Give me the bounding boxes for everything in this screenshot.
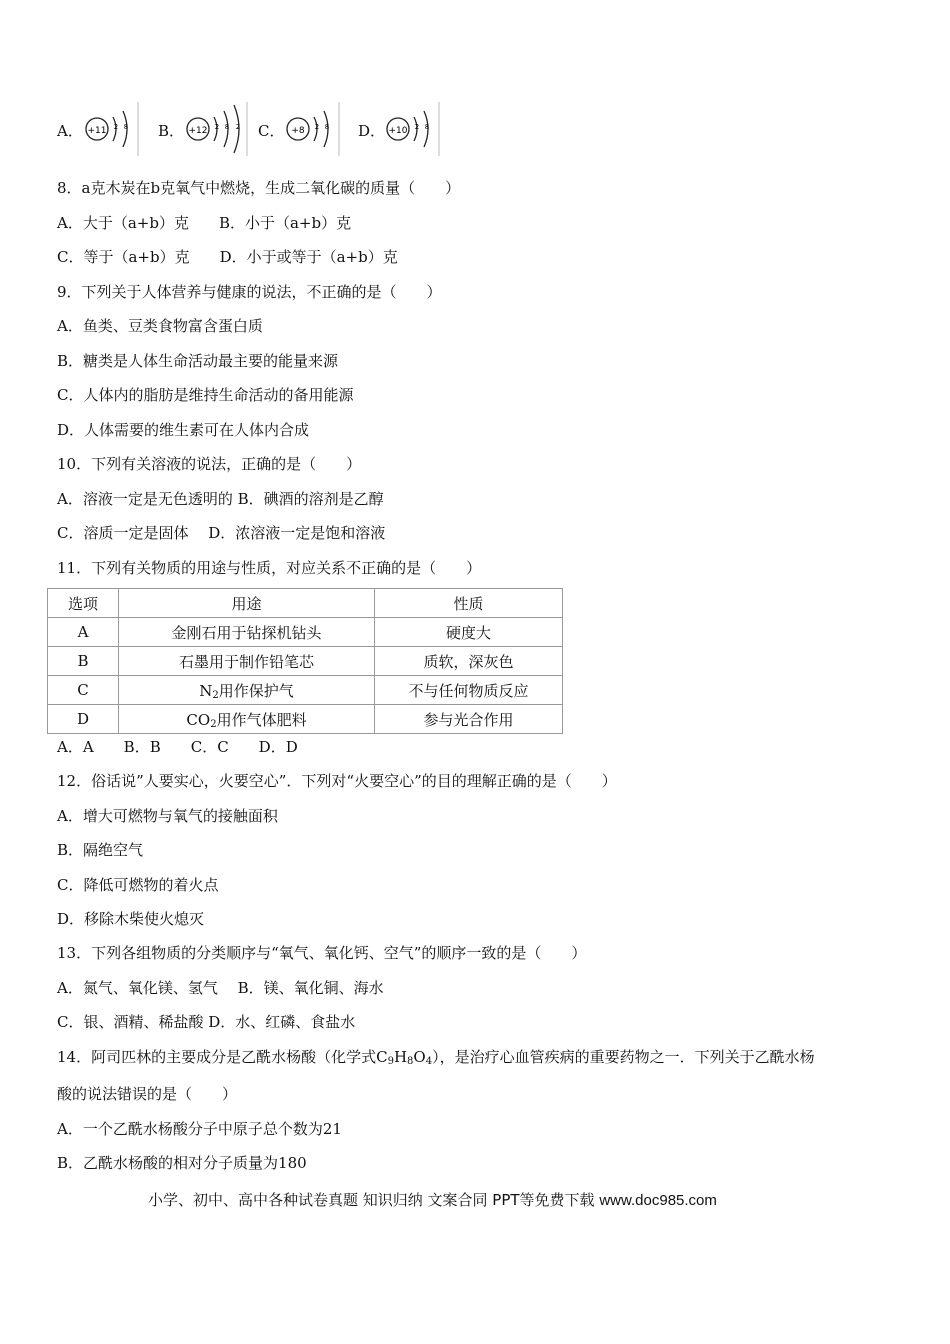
q11-stem: 11．下列有关物质的用途与性质，对应关系不正确的是（ ）: [57, 559, 482, 577]
row-option: A: [48, 618, 119, 647]
q13-options-row1: A．氮气、氧化镁、氢气 B．镁、氧化铜、海水: [57, 979, 384, 997]
svg-text:2: 2: [235, 123, 241, 131]
atom-diagram: [383, 102, 441, 156]
svg-text:2: 2: [314, 123, 320, 131]
table-header-row: [48, 589, 563, 618]
option-label: A．: [57, 122, 83, 140]
nucleus-charge: +12: [188, 126, 208, 136]
q12-option-c: C．降低可燃物的着火点: [57, 876, 219, 894]
q9-option-c: C．人体内的脂肪是维持生命活动的备用能源: [57, 386, 354, 404]
atom-diagram: [183, 102, 249, 156]
q11-answer-options: A．A B．B C．C D．D: [57, 738, 298, 756]
option-label: B．: [158, 122, 185, 140]
header-use: 用途: [119, 589, 375, 618]
header-option: 选项: [48, 589, 119, 618]
q9-stem: 9．下列关于人体营养与健康的说法，不正确的是（ ）: [57, 283, 442, 301]
svg-text:8: 8: [324, 123, 330, 131]
row-option: C: [48, 676, 119, 705]
footer-url[interactable]: www.doc985.com: [599, 1192, 717, 1209]
q14-stem: 14．阿司匹林的主要成分是乙酰水杨酸（化学式$C_9H_8O_4$），是治疗心血管疾病的重要药物之一．下列关于乙酰水杨: [57, 1048, 815, 1067]
q14-stem-continued: 酸的说法错误的是（ ）: [57, 1085, 238, 1103]
nucleus-charge: +8: [291, 126, 305, 136]
q10-options-row1: A．溶液一定是无色透明的 B．碘酒的溶剂是乙醇: [57, 490, 384, 508]
q12-option-b: B．隔绝空气: [57, 841, 144, 859]
row-property: 硬度大: [375, 618, 563, 647]
table-row: [48, 676, 563, 705]
q12-option-d: D．移除木柴使火熄灭: [57, 910, 205, 928]
svg-text:8: 8: [224, 123, 230, 131]
atom-diagram: [82, 102, 140, 156]
row-use: $CO_2$用作气体肥料: [119, 705, 375, 734]
q13-stem: 13．下列各组物质的分类顺序与“氧气、氧化钙、空气”的顺序一致的是（ ）: [57, 944, 587, 962]
q10-options-row2: C．溶质一定是固体 D．浓溶液一定是饱和溶液: [57, 524, 386, 542]
q12-stem: 12．俗话说”人要实心，火要空心”．下列对“火要空心”的目的理解正确的是（ ）: [57, 772, 617, 790]
q10-stem: 10．下列有关溶液的说法，正确的是（ ）: [57, 455, 362, 473]
svg-text:2: 2: [113, 123, 119, 131]
svg-text:2: 2: [414, 123, 420, 131]
table-row: [48, 705, 563, 734]
atom-diagram: [283, 102, 341, 156]
nucleus-charge: +10: [388, 126, 408, 136]
q8-options-row2: C．等于（a+b）克 D．小于或等于（a+b）克: [57, 248, 398, 266]
q12-option-a: A．增大可燃物与氧气的接触面积: [57, 807, 278, 825]
row-property: 参与光合作用: [375, 705, 563, 734]
footer-text: 小学、初中、高中各种试卷真题 知识归纳 文案合同 PPT等免费下载: [148, 1191, 595, 1209]
header-property: 性质: [375, 589, 563, 618]
q13-options-row2: C．银、酒精、稀盐酸 D．水、红磷、食盐水: [57, 1013, 356, 1031]
table-row: [48, 647, 563, 676]
svg-text:8: 8: [123, 123, 129, 131]
row-use: $N_2$用作保护气: [119, 676, 375, 705]
q11-table: [47, 588, 563, 734]
row-use: 金刚石用于钻探机钻头: [119, 618, 375, 647]
row-property: 质软，深灰色: [375, 647, 563, 676]
q8-options-row1: A．大于（a+b）克 B．小于（a+b）克: [57, 214, 352, 232]
q9-option-a: A．鱼类、豆类食物富含蛋白质: [57, 317, 263, 335]
option-label: D．: [358, 122, 386, 140]
option-label: C．: [258, 122, 285, 140]
row-option: D: [48, 705, 119, 734]
table-row: [48, 618, 563, 647]
svg-text:8: 8: [424, 123, 430, 131]
q14-option-a: A．一个乙酰水杨酸分子中原子总个数为21: [57, 1120, 342, 1138]
q14-option-b: B．乙酰水杨酸的相对分子质量为180: [57, 1154, 307, 1172]
nucleus-charge: +11: [87, 126, 107, 136]
svg-text:2: 2: [214, 123, 220, 131]
q9-option-b: B．糖类是人体生命活动最主要的能量来源: [57, 352, 339, 370]
q9-option-d: D．人体需要的维生素可在人体内合成: [57, 421, 310, 439]
row-property: 不与任何物质反应: [375, 676, 563, 705]
q7-atom-options: [57, 100, 497, 158]
row-option: B: [48, 647, 119, 676]
page-footer: [148, 1190, 717, 1211]
q8-stem: 8．a克木炭在b克氧气中燃烧，生成二氧化碳的质量（ ）: [57, 179, 461, 197]
row-use: 石墨用于制作铅笔芯: [119, 647, 375, 676]
